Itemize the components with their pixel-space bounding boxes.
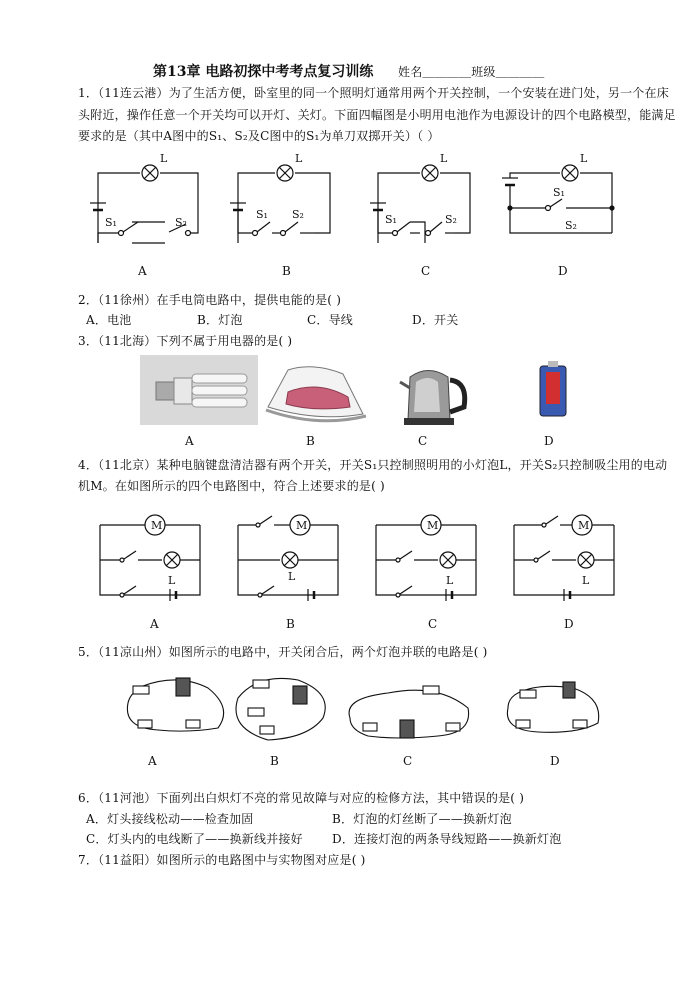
q5-circuit-d: [507, 682, 598, 732]
q1-c-lamp-label: L: [440, 152, 448, 165]
q1-option-d: D: [558, 264, 568, 278]
q5-stem: 5．（11凉山州）如图所示的电路中，开关闭合后，两个灯泡并联的电路是( ): [78, 645, 488, 659]
q3-stem: 3．（11北海）下列不属于用电器的是( ): [78, 334, 293, 348]
q4-b-lamp-label: L: [288, 570, 296, 583]
q5-circuit-b: [236, 678, 325, 740]
q4-d-lamp-label: L: [582, 574, 590, 587]
q1-c-s2: S₂: [445, 213, 457, 226]
q3-bulb-picture: [140, 355, 258, 425]
q1-b-lamp-label: L: [295, 152, 303, 165]
q6-option-c: C．灯头内的电线断了——换新线并接好: [86, 832, 303, 846]
q4-b-motor: M: [296, 519, 308, 532]
q4-d-motor: M: [578, 519, 590, 532]
q4-a-motor: M: [151, 519, 163, 532]
q3-option-b: B: [306, 434, 315, 448]
q7-stem: 7．（11益阳）如图所示的电路图中与实物图对应是( ): [78, 853, 366, 867]
q4-option-d: D: [564, 617, 574, 631]
q1-d-s1: S₁: [553, 186, 565, 199]
q4-circuit-b: [238, 515, 338, 601]
q4-circuit-a: [100, 515, 200, 601]
q4-circuit-diagrams: [90, 500, 630, 608]
q3-kettle-picture: [400, 371, 465, 426]
q6-stem: 6．（11河池）下面列出白炽灯不亮的常见故障与对应的检修方法，其中错误的是( ): [78, 791, 525, 805]
q6-option-b: B．灯泡的灯丝断了——换新灯泡: [332, 812, 512, 826]
q1-line3: 要求的是（其中A图中的S₁、S₂及C图中的S₁为单刀双掷开关）（ ）: [78, 129, 440, 143]
q2-option-a: A．电池: [86, 313, 132, 327]
q3-option-c: C: [418, 434, 428, 448]
q4-option-c: C: [428, 617, 438, 631]
q4-option-a: A: [150, 617, 159, 631]
q4-circuit-c: [376, 515, 476, 601]
q2-option-d: D．开关: [412, 313, 459, 327]
q1-circuit-c: [370, 165, 470, 243]
q4-c-motor: M: [427, 519, 439, 532]
q1-a-s1: S₁: [105, 216, 117, 229]
q1-d-s2: S₂: [565, 219, 577, 232]
q4-line2: 机M。在如图所示的四个电路图中，符合上述要求的是( ): [78, 479, 385, 493]
q3-option-d: D: [544, 434, 554, 448]
q4-a-lamp-label: L: [168, 574, 176, 587]
q3-option-a: A: [185, 434, 194, 448]
q4-c-lamp-label: L: [446, 574, 454, 587]
name-class-field: 姓名＿＿＿＿班级＿＿＿＿: [398, 65, 545, 79]
q1-option-c: C: [421, 264, 431, 278]
q4-circuit-d: [514, 515, 614, 601]
q3-battery-picture: [540, 361, 566, 416]
q1-a-s2: S₂: [175, 216, 187, 229]
q5-circuit-a: [127, 678, 223, 731]
q5-option-d: D: [550, 754, 560, 768]
q3-iron-picture: [266, 367, 366, 421]
q1-circuit-d: [502, 165, 614, 233]
q2-stem: 2．（11徐州）在手电筒电路中，提供电能的是( ): [78, 293, 342, 307]
q1-option-a: A: [138, 264, 147, 278]
q1-circuit-diagrams: [70, 148, 660, 283]
q6-option-a: A．灯头接线松动——检查加固: [86, 812, 254, 826]
q1-option-b: B: [282, 264, 291, 278]
q3-pictures: [138, 352, 608, 430]
q1-a-lamp-label: L: [160, 152, 168, 165]
q1-b-s2: S₂: [292, 208, 304, 221]
q4-option-b: B: [286, 617, 295, 631]
q1-c-s1: S₁: [385, 213, 397, 226]
q6-option-d: D．连接灯泡的两条导线短路——换新灯泡: [332, 832, 562, 846]
q2-option-b: B．灯泡: [197, 313, 243, 327]
q1-line1: 1．（11连云港）为了生活方便，卧室里的同一个照明灯通常用两个开关控制，一个安装在进门处，另一个在床: [78, 86, 669, 100]
q5-circuit-c: [349, 686, 469, 738]
q1-b-s1: S₁: [256, 208, 268, 221]
q2-option-c: C．导线: [307, 313, 353, 327]
q1-circuit-b: [230, 165, 330, 243]
page-title: 第13章 电路初探中考考点复习训练: [153, 64, 374, 80]
q5-option-b: B: [270, 754, 279, 768]
q1-line2: 头附近，操作任意一个开关均可以开灯、关灯。下面四幅图是小明用电池作为电源设计的四个电路模型，能满足: [78, 108, 676, 122]
q5-option-a: A: [148, 754, 157, 768]
q5-physical-circuits: [118, 668, 608, 748]
q4-line1: 4．（11北京）某种电脑键盘清洁器有两个开关，开关S₁只控制照明用的小灯泡L，开关S₂只控制吸尘用的电动: [78, 458, 668, 472]
q1-circuit-a: [90, 165, 198, 243]
q5-option-c: C: [403, 754, 413, 768]
q1-d-lamp-label: L: [580, 152, 588, 165]
